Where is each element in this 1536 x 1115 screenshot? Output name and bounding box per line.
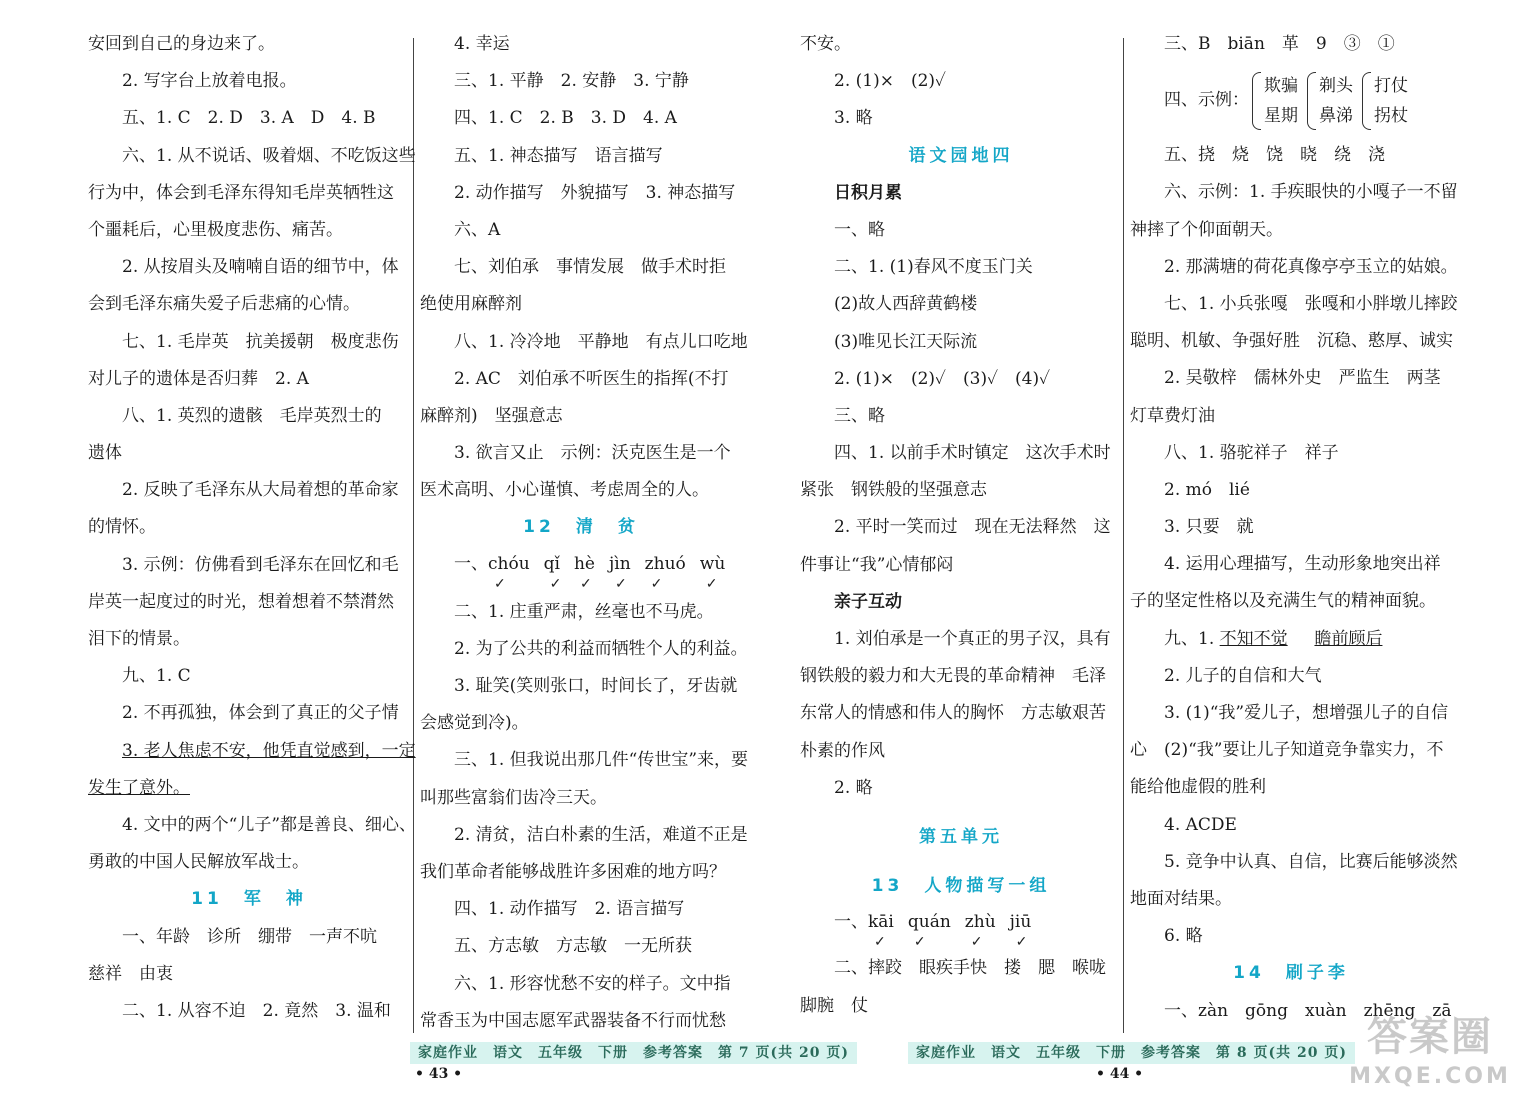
text-line: 七、1. 小兵张嘎 张嘎和小胖墩儿摔跤: [1164, 293, 1458, 314]
text-line: 2. 吴敬梓 儒林外史 严监生 两茎: [1164, 368, 1441, 389]
text-line: 会感觉到冷)。: [420, 713, 529, 734]
text-line: (3)唯见长江天际流: [834, 331, 978, 352]
underlined-answer: 不知不觉: [1219, 628, 1288, 649]
text-line: 二、1. 从容不迫 2. 竟然 3. 温和: [122, 1000, 391, 1021]
text-line: 九、1. 不知不觉 瞻前顾后: [1164, 628, 1383, 649]
watermark-title: 答案圈: [1367, 1014, 1493, 1060]
text-line: 3. 只要 就: [1164, 517, 1254, 538]
text-line: 2. 为了公共的利益而牺牲个人的利益。: [454, 638, 748, 659]
column-1: [88, 26, 417, 1030]
text-line: 泪下的情景。: [88, 629, 190, 649]
text-line: 六、1. 形容忧愁不安的样子。文中指: [454, 973, 731, 994]
text-line: 对儿子的遗体是否归葬 2. A: [88, 368, 309, 389]
column-4: [1130, 26, 1458, 1030]
column-2: [420, 26, 749, 1040]
text-line: 我们革命者能够战胜许多困难的地方吗？: [420, 861, 726, 882]
text-line: 3. 欲言又止 示例：沃克医生是一个: [454, 443, 731, 464]
text-line: 件事让“我”心情郁闷: [800, 554, 954, 575]
sub-heading: 日积月累: [834, 182, 902, 203]
text-line: 聪明、机敏、争强好胜 沉稳、憨厚、诚实: [1130, 331, 1453, 352]
text-line: 4. 文中的两个“儿子”都是善良、细心、: [122, 814, 417, 835]
pinyin: zhuó ✓: [644, 553, 686, 592]
pinyin: qǐ ✓: [543, 553, 562, 592]
text-line: 灯草费灯油: [1130, 405, 1215, 426]
text-line: 2. 平时一笑而过 现在无法释然 这: [834, 517, 1111, 538]
page-footer-right: 家庭作业 语文 五年级 下册 参考答案 第 8 页(共 20 页): [908, 1042, 1355, 1064]
word-group: 打仗 拐杖: [1374, 75, 1408, 126]
text-line: 2. 略: [834, 777, 873, 798]
section-heading: 11 军 神: [191, 889, 307, 910]
text-line-underlined: 发生了意外。: [88, 777, 190, 798]
pinyin-prefix: 一、: [454, 553, 488, 574]
text-line: 岸英一起度过的时光，想着想着不禁潸然: [88, 591, 394, 612]
text-line: 一、年龄 诊所 绷带 一声不吭: [122, 926, 377, 947]
text-line: 2. 动作描写 外貌描写 3. 神态描写: [454, 182, 736, 203]
text-line: 不安。: [800, 34, 851, 54]
text-line: 四、1. C 2. B 3. D 4. A: [454, 108, 677, 129]
pinyin: kāi ✓: [868, 912, 894, 951]
section-heading: 13 人物描写一组: [871, 876, 1051, 897]
text-line: 2. (1)× (2)✓ (3)✓ (4)✓: [834, 368, 1051, 389]
pinyin: zhù ✓: [964, 912, 996, 951]
text-line: 三、B biān 革 9 ③ ①: [1164, 34, 1395, 54]
text-line: 六、A: [454, 219, 501, 240]
pinyin: jìn ✓: [609, 553, 631, 592]
text-line: 会到毛泽东痛失爱子后悲痛的心情。: [88, 294, 360, 315]
text-line: 脚腕 仗: [800, 995, 868, 1016]
text-line: 3. 耻笑(笑则张口，时间长了，牙齿就: [454, 676, 738, 696]
text-line: 行为中，体会到毛泽东得知毛岸英牺牲这: [88, 182, 394, 203]
text-line: 朴素的作风: [800, 740, 885, 761]
text-line: 4. 幸运: [454, 34, 510, 54]
text-line: 4. ACDE: [1164, 814, 1237, 835]
text-line: 四、1. 以前手术时镇定 这次手术时: [834, 443, 1111, 464]
text-line: 东常人的情感和伟人的胸怀 方志敏艰苦: [800, 703, 1106, 724]
text-line: 2. mó lié: [1164, 479, 1250, 500]
text-line: 二、1. 庄重严肃，丝毫也不马虎。: [454, 601, 714, 622]
text-line: 一、zàn gōng xuàn zhēng zā: [1164, 1000, 1452, 1021]
text-line: 五、挠 烧 饶 晓 绕 浇: [1164, 145, 1385, 166]
text-line: 五、方志敏 方志敏 一无所获: [454, 936, 692, 957]
word-group-line: [1130, 63, 1452, 137]
column-divider-right: [1123, 38, 1124, 1033]
pinyin-prefix: 一、: [834, 912, 868, 933]
unit-heading: 第五单元: [919, 826, 1003, 847]
word-group: 剃头 鼻涕: [1319, 75, 1353, 126]
text-line: 四、1. 动作描写 2. 语言描写: [454, 899, 685, 920]
bracket: [1252, 72, 1261, 130]
text-line-underlined: 3. 老人焦虑不安，他凭直觉感到，一定: [122, 740, 416, 761]
text-line: 七、1. 毛岸英 抗美援朝 极度悲伤: [122, 331, 399, 352]
text-line: 八、1. 骆驼祥子 祥子: [1164, 442, 1339, 463]
text-line: 六、示例：1. 手疾眼快的小嘎子一不留: [1164, 182, 1458, 203]
text-line: 钢铁般的毅力和大无畏的革命精神 毛泽: [800, 666, 1106, 687]
text-line: 二、摔跤 眼疾手快 搂 腮 喉咙: [834, 958, 1106, 979]
column-divider-left: [413, 38, 414, 1033]
text-line: 七、刘伯承 事情发展 做手术时拒: [454, 257, 726, 278]
text-line: 三、1. 平静 2. 安静 3. 宁静: [454, 71, 689, 92]
text-line: 八、1. 英烈的遗骸 毛岸英烈士的: [122, 405, 382, 426]
text-line: 六、1. 从不说话、吸着烟、不吃饭这些: [122, 145, 416, 166]
text-line: 2. 那满塘的荷花真像亭亭玉立的姑娘。: [1164, 256, 1458, 277]
section-heading: 14 刷子李: [1233, 963, 1349, 984]
pinyin-line: [800, 905, 1122, 950]
text-line: 能给他虚假的胜利: [1130, 777, 1266, 798]
text-line: 紧张 钢铁般的坚强意志: [800, 480, 987, 501]
text-line: 勇敢的中国人民解放军战士。: [88, 852, 309, 873]
text-line: 6. 略: [1164, 926, 1203, 947]
pinyin: jiū ✓: [1009, 912, 1032, 951]
text-line: 三、1. 但我说出那几件“传世宝”来，要: [454, 750, 749, 771]
section-heading: 语文园地四: [908, 145, 1014, 166]
text-line: 1. 刘伯承是一个真正的男子汉，具有: [834, 629, 1111, 649]
section-heading: 12 清 贫: [523, 517, 639, 538]
item-prefix: 四、示例：: [1164, 90, 1249, 111]
page-number-right: • 44 •: [1096, 1066, 1144, 1082]
watermark-logo: [1330, 1010, 1530, 1110]
text-line: 4. 运用心理描写，生动形象地突出祥: [1164, 554, 1441, 575]
text-line: 3. 略: [834, 108, 873, 129]
text-line: 3. 示例：仿佛看到毛泽东在回忆和毛: [122, 554, 399, 575]
text-line: 子的坚定性格以及充满生气的精神面貌。: [1130, 591, 1436, 612]
column-3: [800, 26, 1122, 1025]
pinyin: wù ✓: [699, 553, 726, 592]
text-line: 神摔了个仰面朝天。: [1130, 219, 1283, 240]
text-line: 2. 反映了毛泽东从大局着想的革命家: [122, 480, 399, 501]
text-line: 三、略: [834, 405, 885, 426]
bracket: [1362, 72, 1371, 130]
page-number-left: • 43 •: [415, 1066, 463, 1082]
text-line: 慈祥 由衷: [88, 963, 173, 984]
pinyin-line: [420, 547, 742, 594]
text-line: 心 (2)“我”要让儿子知道竞争靠实力，不: [1130, 740, 1444, 761]
text-line: 常香玉为中国志愿军武器装备不行而忧愁: [420, 1010, 726, 1031]
page-footer-left: 家庭作业 语文 五年级 下册 参考答案 第 7 页(共 20 页): [410, 1042, 857, 1064]
pinyin: chóu ✓: [488, 553, 530, 592]
text-line: (2)故人西辞黄鹤楼: [834, 294, 978, 315]
text-line: 3. (1)“我”爱儿子，想增强儿子的自信: [1164, 703, 1449, 723]
text-line: 绝使用麻醉剂: [420, 294, 522, 315]
text-line: 2. 写字台上放着电报。: [122, 71, 297, 92]
text-line: 地面对结果。: [1130, 888, 1232, 909]
text-line: 5. 竞争中认真、自信，比赛后能够淡然: [1164, 851, 1458, 872]
text-line: 叫那些富翁们齿冷三天。: [420, 787, 607, 808]
text-line: 五、1. C 2. D 3. A D 4. B: [122, 108, 376, 129]
text-line: 2. (1)× (2)✓: [834, 71, 946, 92]
text-line: 安回到自己的身边来了。: [88, 34, 275, 54]
text-line: 一、略: [834, 219, 885, 240]
text-line: 2. 不再孤独，体会到了真正的父子情: [122, 703, 399, 724]
text-line: 五、1. 神态描写 语言描写: [454, 145, 663, 166]
text-line: 八、1. 冷冷地 平静地 有点儿口吃地: [454, 331, 748, 352]
text-line: 医术高明、小心谨慎、考虑周全的人。: [420, 480, 709, 501]
text-line: 的情怀。: [88, 517, 156, 538]
text-line: 个噩耗后，心里极度悲伤、痛苦。: [88, 219, 343, 240]
sub-heading: 亲子互动: [834, 591, 902, 612]
text-line: 2. 儿子的自信和大气: [1164, 665, 1322, 686]
text-line: 麻醉剂) 坚强意志: [420, 405, 563, 426]
text-line: 2. 清贫，洁白朴素的生活，难道不正是: [454, 824, 748, 845]
text-line: 九、1. C: [122, 666, 191, 687]
word-group: 欺骗 星期: [1264, 75, 1298, 126]
text-line: 二、1. (1)春风不度玉门关: [834, 257, 1033, 278]
watermark-url: MXQE.COM: [1349, 1064, 1511, 1089]
text-line: 2. 从按眉头及喃喃自语的细节中，体: [122, 257, 399, 278]
pinyin: hè ✓: [573, 553, 595, 592]
underlined-answer: 瞻前顾后: [1314, 628, 1383, 649]
pinyin: quán ✓: [907, 912, 951, 951]
bracket: [1307, 72, 1316, 130]
text-line: 2. AC 刘伯承不听医生的指挥(不打: [454, 368, 729, 389]
text-line: 遗体: [88, 443, 122, 464]
